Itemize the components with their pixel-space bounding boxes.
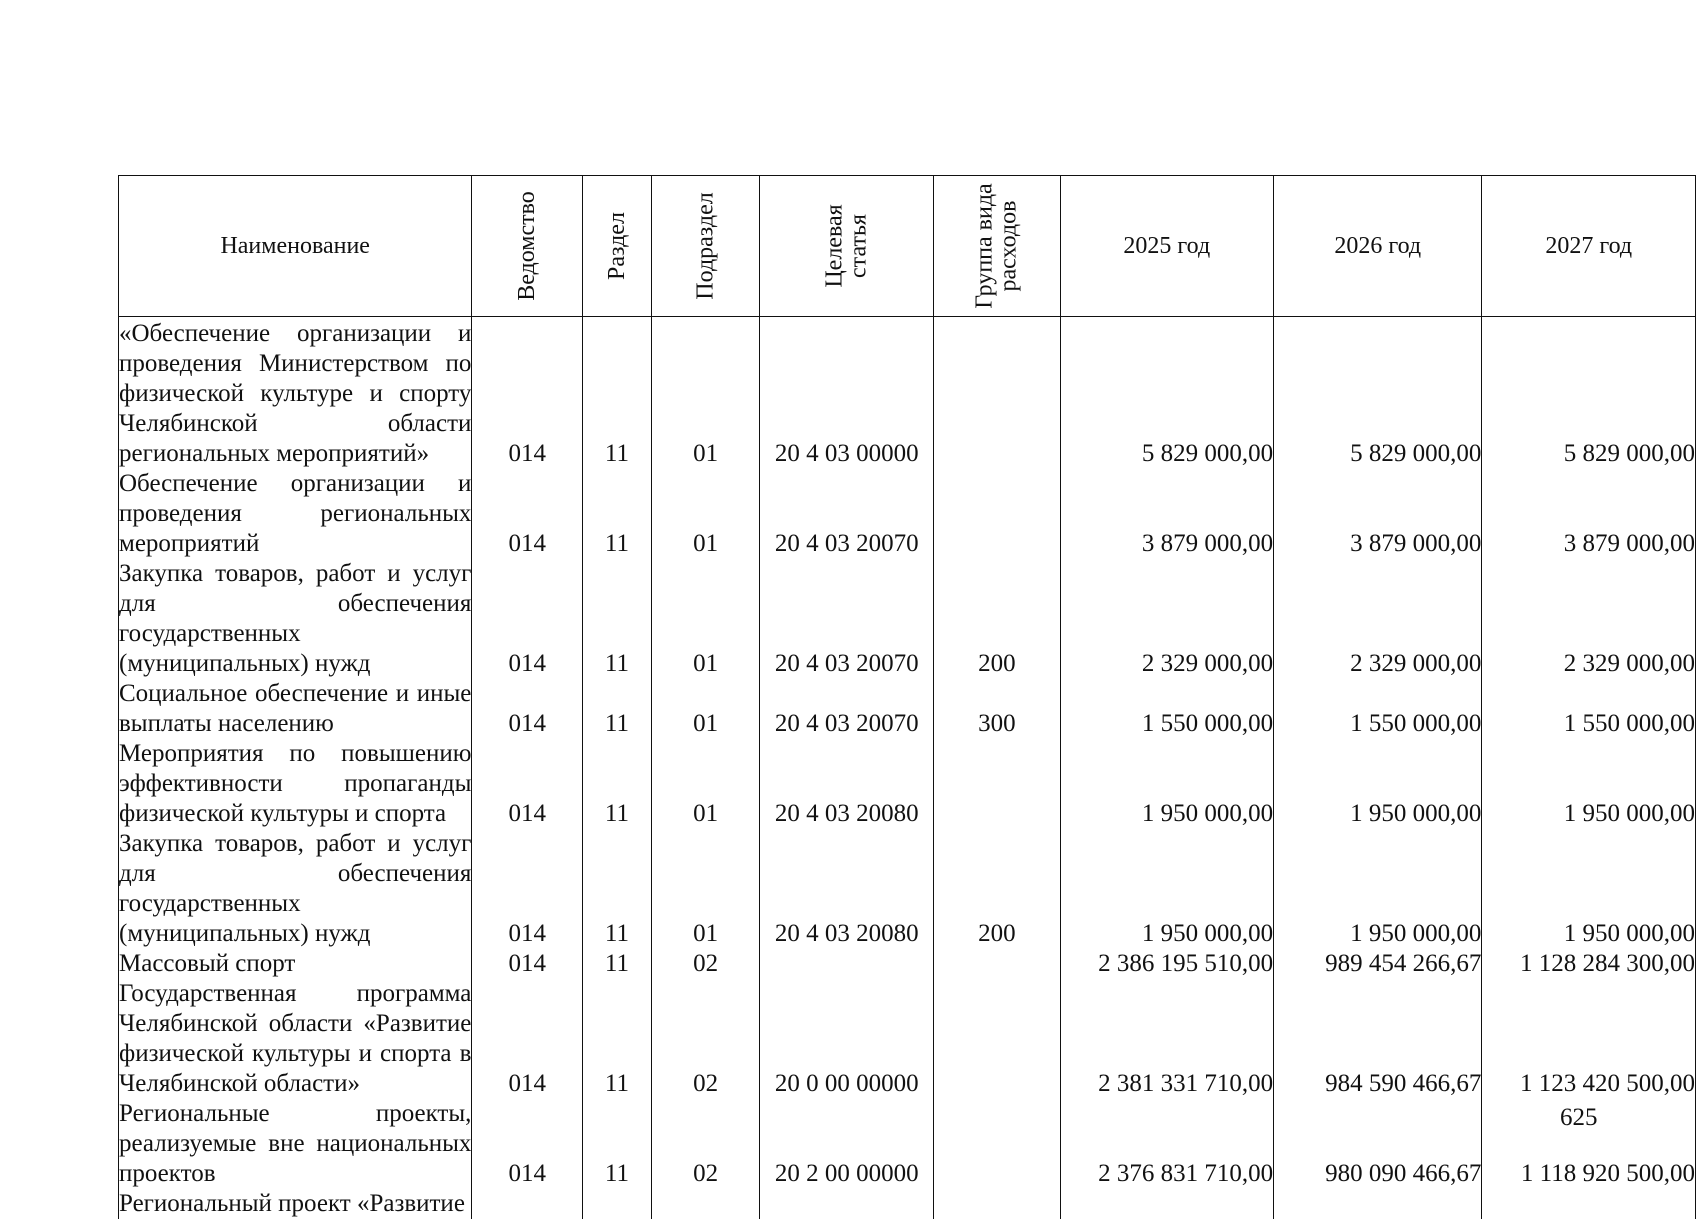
table-row bbox=[119, 1099, 1696, 1189]
cell-celevaya-statya: 20 4 03 00000 bbox=[760, 317, 934, 470]
cell-gruppa-vida-rashodov bbox=[934, 469, 1060, 559]
cell-2025: 1 950 000,00 bbox=[1060, 739, 1274, 829]
cell-gruppa-vida-rashodov: 300 bbox=[934, 679, 1060, 739]
cell-celevaya-statya: 20 4 03 20070 bbox=[760, 469, 934, 559]
table-row bbox=[119, 469, 1696, 559]
cell-2025: 5 829 000,00 bbox=[1060, 317, 1274, 470]
header-vedomstvo: Ведомство bbox=[472, 176, 583, 317]
cell-2027 bbox=[1482, 1189, 1696, 1219]
table-row bbox=[119, 739, 1696, 829]
cell-razdel bbox=[583, 1189, 652, 1219]
cell-2027: 1 128 284 300,00 bbox=[1482, 949, 1696, 979]
cell-gruppa-vida-rashodov: 200 bbox=[934, 559, 1060, 679]
cell-2025: 2 381 331 710,00 bbox=[1060, 979, 1274, 1099]
table-row bbox=[119, 949, 1696, 979]
cell-razdel: 11 bbox=[583, 739, 652, 829]
cell-podrazdel: 02 bbox=[651, 949, 759, 979]
cell-gruppa-vida-rashodov bbox=[934, 1099, 1060, 1189]
cell-celevaya-statya: 20 4 03 20070 bbox=[760, 679, 934, 739]
table-row bbox=[119, 559, 1696, 679]
cell-2026: 1 950 000,00 bbox=[1274, 739, 1482, 829]
page-number: 625 bbox=[1560, 1104, 1598, 1132]
cell-gruppa-vida-rashodov: 200 bbox=[934, 829, 1060, 949]
table-row bbox=[119, 679, 1696, 739]
cell-gruppa-vida-rashodov bbox=[934, 739, 1060, 829]
cell-name: Социальное обеспечение и иные выплаты населению bbox=[119, 679, 472, 739]
cell-razdel: 11 bbox=[583, 949, 652, 979]
cell-gruppa-vida-rashodov bbox=[934, 949, 1060, 979]
cell-2026: 1 550 000,00 bbox=[1274, 679, 1482, 739]
cell-2026: 980 090 466,67 bbox=[1274, 1099, 1482, 1189]
cell-celevaya-statya: 20 4 03 20080 bbox=[760, 829, 934, 949]
cell-celevaya-statya: 20 2 00 00000 bbox=[760, 1099, 934, 1189]
cell-podrazdel: 01 bbox=[651, 679, 759, 739]
cell-celevaya-statya: 20 4 03 20070 bbox=[760, 559, 934, 679]
cell-razdel: 11 bbox=[583, 829, 652, 949]
table-body bbox=[119, 317, 1696, 1219]
table-row bbox=[119, 829, 1696, 949]
cell-podrazdel: 02 bbox=[651, 979, 759, 1099]
cell-2025: 2 329 000,00 bbox=[1060, 559, 1274, 679]
header-gruppa-vida-rashodov: Группа вида расходов bbox=[934, 176, 1060, 317]
cell-vedomstvo: 014 bbox=[472, 739, 583, 829]
cell-vedomstvo: 014 bbox=[472, 829, 583, 949]
budget-table bbox=[118, 175, 1696, 1219]
cell-2027: 1 123 420 500,00 bbox=[1482, 979, 1696, 1099]
cell-2026: 2 329 000,00 bbox=[1274, 559, 1482, 679]
cell-podrazdel: 01 bbox=[651, 559, 759, 679]
cell-razdel: 11 bbox=[583, 559, 652, 679]
cell-podrazdel bbox=[651, 1189, 759, 1219]
cell-2026: 3 879 000,00 bbox=[1274, 469, 1482, 559]
cell-gruppa-vida-rashodov bbox=[934, 1189, 1060, 1219]
header-celevaya-statya: Целевая статья bbox=[760, 176, 934, 317]
cell-name: Закупка товаров, работ и услуг для обеспечения государственных (муниципальных) нужд bbox=[119, 829, 472, 949]
cell-2025: 1 950 000,00 bbox=[1060, 829, 1274, 949]
cell-name: Государственная программа Челябинской области «Развитие физической культуры и спорта в Челябинской области» bbox=[119, 979, 472, 1099]
table-row bbox=[119, 317, 1696, 470]
cell-celevaya-statya: 20 4 03 20080 bbox=[760, 739, 934, 829]
cell-razdel: 11 bbox=[583, 679, 652, 739]
cell-2027: 5 829 000,00 bbox=[1482, 317, 1696, 470]
cell-name: Обеспечение организации и проведения региональных мероприятий bbox=[119, 469, 472, 559]
header-razdel: Раздел bbox=[583, 176, 652, 317]
cell-2026: 989 454 266,67 bbox=[1274, 949, 1482, 979]
cell-vedomstvo: 014 bbox=[472, 1099, 583, 1189]
cell-name: Мероприятия по повышению эффективности пропаганды физической культуры и спорта bbox=[119, 739, 472, 829]
cell-2027: 1 950 000,00 bbox=[1482, 829, 1696, 949]
cell-razdel: 11 bbox=[583, 1099, 652, 1189]
cell-gruppa-vida-rashodov bbox=[934, 979, 1060, 1099]
header-2027: 2027 год bbox=[1482, 176, 1696, 317]
cell-2025: 3 879 000,00 bbox=[1060, 469, 1274, 559]
cell-2026: 1 950 000,00 bbox=[1274, 829, 1482, 949]
cell-gruppa-vida-rashodov bbox=[934, 317, 1060, 470]
cell-2027: 1 950 000,00 bbox=[1482, 739, 1696, 829]
cell-razdel: 11 bbox=[583, 469, 652, 559]
table-row bbox=[119, 1189, 1696, 1219]
cell-name: Массовый спорт bbox=[119, 949, 472, 979]
cell-podrazdel: 01 bbox=[651, 317, 759, 470]
cell-name: Закупка товаров, работ и услуг для обеспечения государственных (муниципальных) нужд bbox=[119, 559, 472, 679]
cell-celevaya-statya: 20 0 00 00000 bbox=[760, 979, 934, 1099]
cell-2027: 3 879 000,00 bbox=[1482, 469, 1696, 559]
cell-podrazdel: 01 bbox=[651, 469, 759, 559]
table-header-row bbox=[119, 176, 1696, 317]
cell-podrazdel: 01 bbox=[651, 829, 759, 949]
cell-2025 bbox=[1060, 1189, 1274, 1219]
header-2026: 2026 год bbox=[1274, 176, 1482, 317]
cell-2027: 1 118 920 500,00 bbox=[1482, 1099, 1696, 1189]
cell-2026: 984 590 466,67 bbox=[1274, 979, 1482, 1099]
cell-vedomstvo bbox=[472, 1189, 583, 1219]
cell-vedomstvo: 014 bbox=[472, 559, 583, 679]
cell-2025: 2 376 831 710,00 bbox=[1060, 1099, 1274, 1189]
cell-2027: 2 329 000,00 bbox=[1482, 559, 1696, 679]
cell-podrazdel: 01 bbox=[651, 739, 759, 829]
header-name: Наименование bbox=[119, 176, 472, 317]
header-podrazdel: Подраздел bbox=[651, 176, 759, 317]
cell-2025: 2 386 195 510,00 bbox=[1060, 949, 1274, 979]
cell-razdel: 11 bbox=[583, 979, 652, 1099]
cell-podrazdel: 02 bbox=[651, 1099, 759, 1189]
cell-2025: 1 550 000,00 bbox=[1060, 679, 1274, 739]
cell-vedomstvo: 014 bbox=[472, 679, 583, 739]
cell-name: Региональные проекты, реализуемые вне национальных проектов bbox=[119, 1099, 472, 1189]
cell-2027: 1 550 000,00 bbox=[1482, 679, 1696, 739]
cell-vedomstvo: 014 bbox=[472, 949, 583, 979]
cell-vedomstvo: 014 bbox=[472, 317, 583, 470]
cell-vedomstvo: 014 bbox=[472, 469, 583, 559]
cell-celevaya-statya bbox=[760, 949, 934, 979]
cell-name: «Обеспечение организации и проведения Министерством по физической культуре и спорту Челябинской области региональных мероприятий» bbox=[119, 317, 472, 470]
cell-name: Региональный проект «Развитие bbox=[119, 1189, 472, 1219]
cell-2026: 5 829 000,00 bbox=[1274, 317, 1482, 470]
cell-vedomstvo: 014 bbox=[472, 979, 583, 1099]
header-2025: 2025 год bbox=[1060, 176, 1274, 317]
table-row bbox=[119, 979, 1696, 1099]
cell-celevaya-statya bbox=[760, 1189, 934, 1219]
cell-razdel: 11 bbox=[583, 317, 652, 470]
cell-2026 bbox=[1274, 1189, 1482, 1219]
